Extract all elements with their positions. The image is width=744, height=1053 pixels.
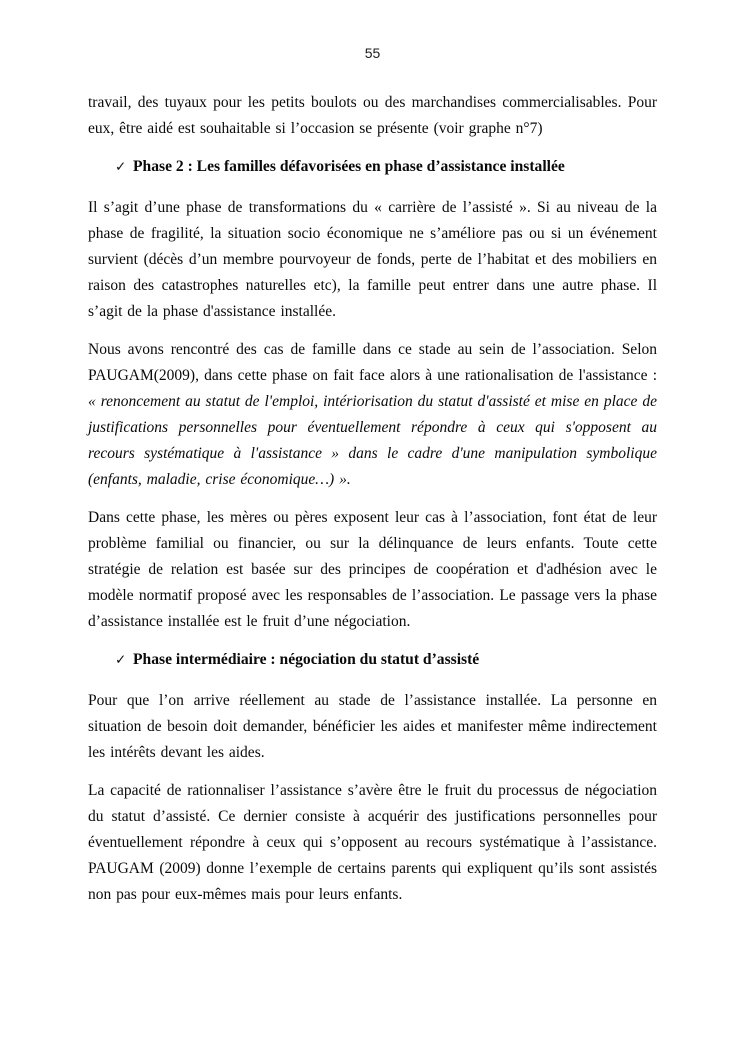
section-heading-phase2-text: Phase 2 : Les familles défavorisées en phase d’assistance installée [133, 158, 565, 175]
paugam-quote-italic: « renoncement au statut de l'emploi, intériorisation du statut d'assisté et mise en place de justifications personnelles pour éventuellement répondre à ceux qui s'opposent au recours systématique à l'assistance » dans le cadre d'une manipulation symbolique (enfants, maladie, crise économique…) ». [88, 393, 657, 488]
section-heading-intermediaire [88, 647, 657, 673]
paragraph-paugam-quote [88, 337, 657, 493]
section-heading-intermediaire-text: Phase intermédiaire : négociation du statut d’assisté [133, 651, 480, 668]
paragraph-transformations: Il s’agit d’une phase de transformations du « carrière de l’assisté ». Si au niveau de la phase de fragilité, la situation socio économique ne s’améliore pas ou si un événement survient (décès d’un membre pourvoyeur de fonds, perte de l’habitat et des mobiliers en raison des catastrophes naturelles etc), la famille peut entrer dans une autre phase. Il s’agit de la phase d'assistance installée. [88, 199, 657, 320]
checkmark-icon: ✓ [115, 159, 127, 175]
paragraph-condition: Pour que l’on arrive réellement au stade de l’assistance installée. La personne en situation de besoin doit demander, bénéficier les aides et manifester même indirectement les intérêts devant les aides. [88, 692, 657, 761]
paragraph-capacite: La capacité de rationnaliser l’assistance s’avère être le fruit du processus de négociation du statut d’assisté. Ce dernier consiste à acquérir des justifications personnelles pour éventuellement répondre à ceux qui s’opposent au recours systématique à l’assistance. PAUGAM (2009) donne l’exemple de certains parents qui expliquent qu’ils sont assistés non pas pour eux-mêmes mais pour leurs enfants. [88, 782, 657, 903]
paragraph-intro: travail, des tuyaux pour les petits boulots ou des marchandises commercialisables. Pour eux, être aidé est souhaitable si l’occasion se présente (voir graphe n°7) [88, 94, 657, 137]
paragraph-paugam-lead: Nous avons rencontré des cas de famille dans ce stade au sein de l’association. Selon PAUGAM(2009), dans cette phase on fait face alors à une rationalisation de l'assistance : [88, 341, 657, 384]
checkmark-icon: ✓ [115, 652, 127, 668]
page-number: 55 [364, 45, 381, 61]
section-heading-phase2 [88, 154, 657, 180]
paragraph-strategie: Dans cette phase, les mères ou pères exposent leur cas à l’association, font état de leur problème familial ou financier, ou sur la délinquance de leurs enfants. Toute cette stratégie de relation est basée sur des principes de coopération et d'adhésion avec le modèle normatif proposé avec les responsables de l’association. Le passage vers la phase d’assistance installée est le fruit d’une négociation. [88, 509, 657, 630]
